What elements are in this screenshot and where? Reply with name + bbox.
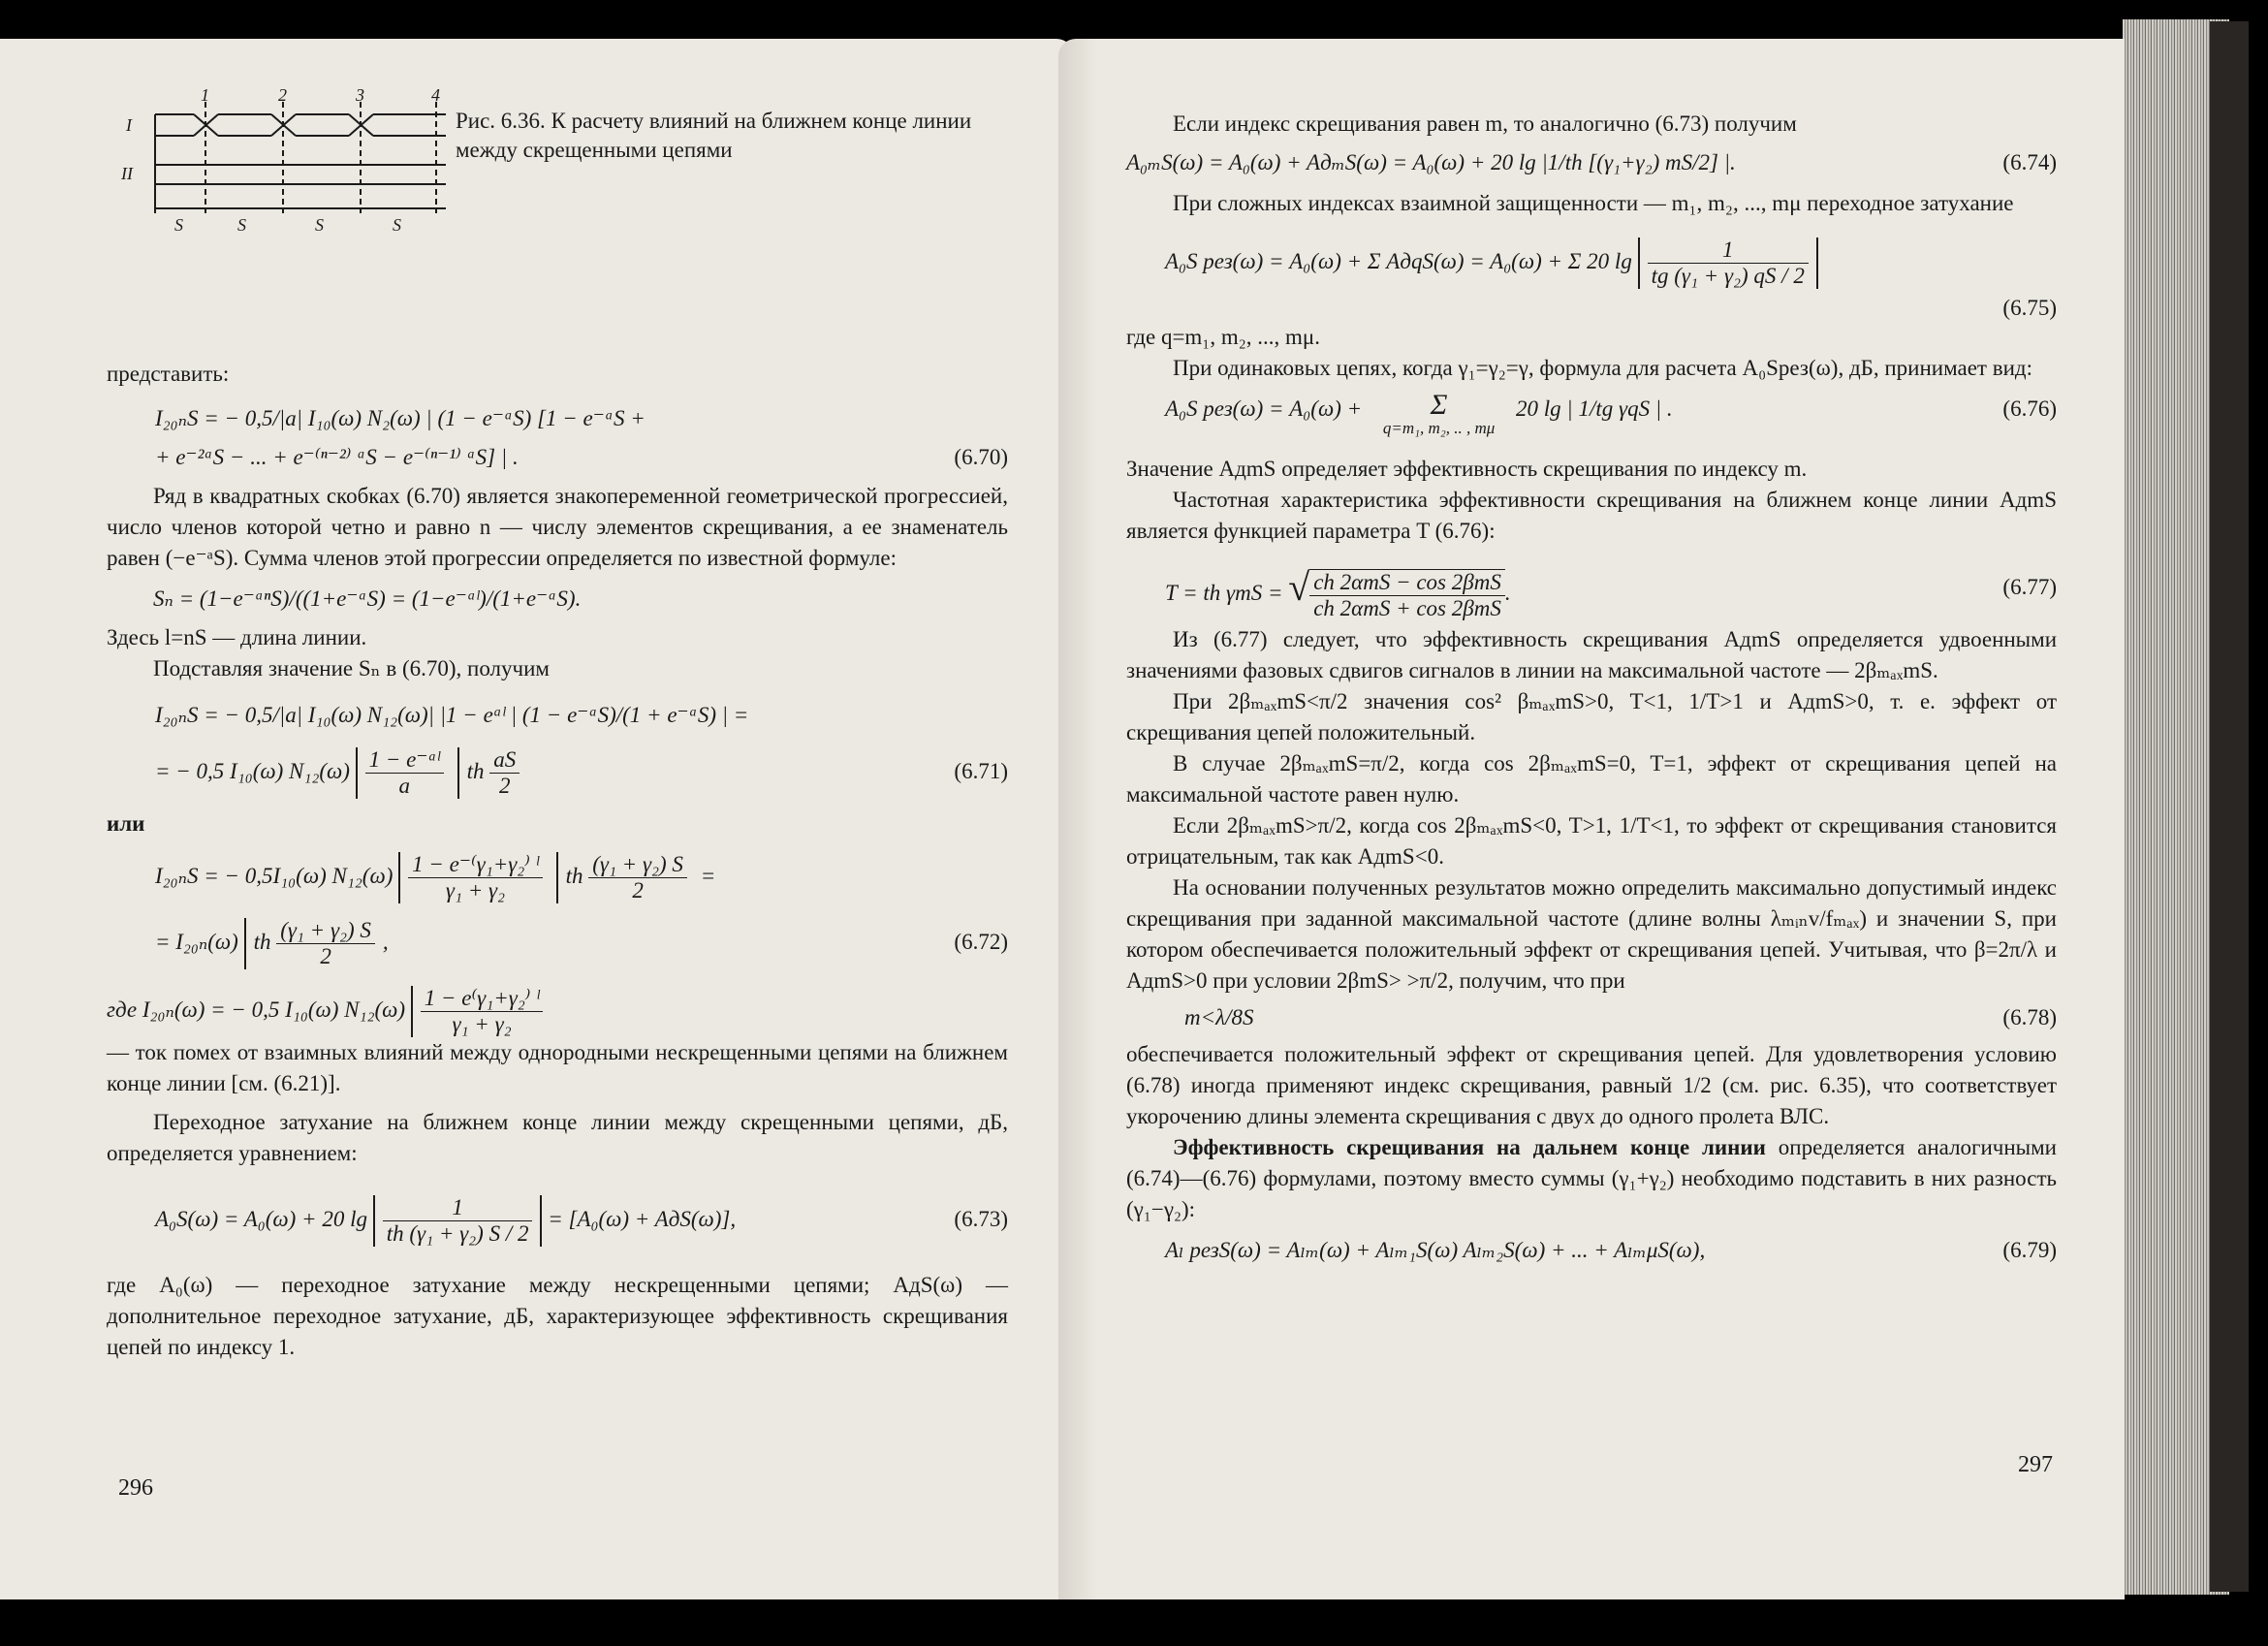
- eq-6-71-line2: = − 0,5 I₁₀(ω) N₁₂(ω): [155, 759, 350, 783]
- eq-6-71-th: th: [466, 759, 485, 783]
- fig-row-I: I: [126, 115, 132, 135]
- eq-6-73-number: (6.73): [954, 1207, 1008, 1231]
- where-current-formula: где I₂₀ₙ(ω) = − 0,5 I₁₀(ω) N₁₂(ω): [107, 997, 406, 1022]
- paragraph-substituting: Подставляя значение Sₙ в (6.70), получим: [153, 656, 550, 681]
- eq-6-79: Aₗ резS(ω) = Aₗₘ(ω) + Aₗₘ₁S(ω) Aₗₘ₂S(ω) + ... + AₗₘμS(ω),: [1165, 1238, 1706, 1262]
- paragraph-crosstalk-attenuation: Переходное затухание на ближнем конце линии между скрещенными цепями, дБ, определяется уравнением:: [107, 1110, 1008, 1165]
- page-number-right: 297: [2018, 1452, 2053, 1477]
- figure-6-36: [107, 87, 456, 233]
- left-text-column: представить: I₂₀ₙS = − 0,5/|a| I₁₀(ω) N₂(ω) | (1 − e⁻ᵃS) [1 − e⁻ᵃS + + e⁻²ᵃS − ... + e⁻⁽ⁿ⁻²⁾ ᵃS − e⁻⁽ⁿ⁻¹⁾ ᵃS] | . (6.70) Ряд в квадратных скобках (6.70) является знакопеременной геометрической прогрессией, число членов которой четно и равно n — числу элементов скрещивания, а ее знаменатель равен (−e⁻ᵃS). Сумма членов этой прогрессии определяется по известной формуле: Sₙ = (1−e⁻ᵃⁿS)/((1+e⁻ᵃS) = (1−e⁻ᵃˡ)/(1+e⁻ᵃS). Здесь l=nS — длина линии. Подставляя значение Sₙ в (6.70), получим I₂₀ₙS = − 0,5/|a| I₁₀(ω) N₁₂(ω)| |1 − eᵃˡ | (1 − e⁻ᵃS)/(1 + e⁻ᵃS) | = = − 0,5 I₁₀(ω) N₁₂(ω) $\frac{\text{1 − e⁻ᵃˡ}}{a}$ th $\frac{aS}{2}$ (6.71) или I₂₀ₙS = − 0,5I₁₀(ω) N₁₂(ω) $\frac{\text{1 − e⁻⁽γ₁+γ₂⁾ ˡ}}{\text{γ₁ + γ₂}}$ th $\frac{\text{(γ₁ + γ₂) S}}{2}$ = = I₂₀ₙ(ω) th $\frac{\text{(γ₁ + γ₂) S}}{2}$ , (6.72) где I₂₀ₙ(ω) = − 0,5 I₁₀(ω) N₁₂(ω) $\frac{\text{1 − e⁽γ₁+γ₂⁾ ˡ}}{\text{γ₁ + γ₂}}$ — ток помех от взаимных влияний между однородными нескрещенными цепями на ближнем конце линии [см. (6.21)]. Переходное затухание на ближнем конце линии между скрещенными цепями, дБ, определяется уравнением: A₀S(ω) = A₀(ω) + 20 lg $\frac{1}{\text{th (γ₁ + γ₂) S / 2}}$ = [A₀(ω) + AдS(ω)], (6.73) где A₀(ω) — переходное затухание между нескрещенными цепями; AдS(ω) — дополнительное переходное затухание, дБ, характеризующее эффективность скрещивания цепей по индексу 1.: [107, 359, 1008, 1363]
- paragraph-zero-effect: В случае 2βₘₐₓmS=π/2, когда cos 2βₘₐₓmS=0, T=1, эффект от скрещивания цепей на максимальной частоте равен нулю.: [1126, 751, 2057, 807]
- paragraph-max-index: На основании полученных результатов можно определить максимально допустимый индекс скрещивания при заданной максимальной частоте (длине волны λₘᵢₙv/fₘₐₓ) и значении S, при котором обеспечивается положительный эффект от скрещивания цепей. Учитывая, что β=2π/λ и AдmS>0 при условии 2βmS> >π/2, получим, что при: [1126, 875, 2057, 993]
- paragraph-far-end: определяется аналогичными (6.74)—(6.76) формулами, поэтому вместо суммы (γ₁+γ₂) необходимо подставить в них разность (γ₁−γ₂):: [1126, 1135, 2057, 1221]
- eq-6-72-line2-den: 2: [320, 944, 331, 969]
- word-or: или: [107, 811, 145, 836]
- fig-row-II: II: [121, 164, 133, 183]
- left-page: [0, 39, 1074, 1599]
- eq-6-71-line1: I₂₀ₙS = − 0,5/|a| I₁₀(ω) N₁₂(ω)| |1 − eᵃˡ | (1 − e⁻ᵃS)/(1 + e⁻ᵃS) | =: [155, 703, 749, 727]
- eq-6-73-left: A₀S(ω) = A₀(ω) + 20 lg: [155, 1207, 367, 1231]
- paragraph-follows-677: Из (6.77) следует, что эффективность скрещивания AдmS определяется удвоенными значениями фазовых сдвигов сигналов в линии на максимальной частоте — 2βₘₐₓmS.: [1126, 627, 2057, 682]
- where-frac-den: γ₁ + γ₂: [452, 1012, 512, 1037]
- fig-label-1: 1: [201, 87, 209, 105]
- eq-6-76-number: (6.76): [2002, 396, 2057, 421]
- where-current-text: — ток помех от взаимных влияний между однородными нескрещенными цепями на ближнем конце линии [см. (6.21)].: [107, 1040, 1008, 1095]
- eq-6-72-number: (6.72): [954, 930, 1008, 954]
- paragraph-positive-effect: При 2βₘₐₓmS<π/2 значения cos² βₘₐₓmS>0, T<1, 1/T>1 и AдmS>0, т. е. эффект от скрещивания цепей положительный.: [1126, 689, 2057, 744]
- page-number-left: 296: [118, 1475, 153, 1501]
- paragraph-where-q: где q=m₁, m₂, ..., mμ.: [1126, 325, 1320, 349]
- fig-seg-1: S: [174, 215, 183, 233]
- eq-6-76-sum: Σ: [1430, 389, 1448, 421]
- eq-6-79-number: (6.79): [2002, 1238, 2057, 1262]
- paragraph-negative-effect: Если 2βₘₐₓmS>π/2, когда cos 2βₘₐₓmS<0, T>1, 1/T<1, то эффект от скрещивания становится отрицательным, так как AдmS<0.: [1126, 813, 2057, 869]
- eq-6-71-th-num: aS: [489, 747, 520, 774]
- eq-6-73-frac-den: th (γ₁ + γ₂) S / 2: [386, 1221, 529, 1247]
- eq-6-72-line2-num: (γ₁ + γ₂) S: [276, 918, 375, 944]
- figure-caption: Рис. 6.36. К расчету влияний на ближнем конце линии между скрещенными цепями: [456, 109, 972, 162]
- right-page: [1058, 39, 2125, 1599]
- paragraph-series: Ряд в квадратных скобках (6.70) является знакопеременной геометрической прогрессией, число членов которой четно и равно n — числу элементов скрещивания, а ее знаменатель равен (−e⁻ᵃS). Сумма членов этой прогрессии определяется по известной формуле:: [107, 484, 1008, 570]
- eq-6-72-frac-den: γ₁ + γ₂: [445, 878, 506, 903]
- eq-6-74-number: (6.74): [2002, 150, 2057, 174]
- fig-label-4: 4: [431, 87, 440, 105]
- paragraph-index-m: Если индекс скрещивания равен m, то аналогично (6.73) получим: [1173, 111, 1797, 136]
- eq-6-72-frac-num: 1 − e⁻⁽γ₁+γ₂⁾ ˡ: [408, 852, 543, 878]
- fig-label-3: 3: [356, 87, 364, 105]
- eq-6-77-number: (6.77): [2002, 575, 2057, 599]
- eq-6-76-right: 20 lg | 1/tg γqS | .: [1516, 396, 1673, 421]
- eq-6-71-number: (6.71): [954, 759, 1008, 783]
- fig-seg-2: S: [237, 215, 246, 233]
- eq-6-78: m<λ/8S: [1184, 1005, 1254, 1029]
- eq-6-71-th-den: 2: [498, 774, 511, 799]
- book-cover: [2210, 21, 2249, 1592]
- eq-6-76-left: A₀S рез(ω) = A₀(ω) +: [1165, 396, 1363, 421]
- fig-label-2: 2: [278, 87, 287, 105]
- eq-6-75-left: A₀S рез(ω) = A₀(ω) + Σ AдqS(ω) = A₀(ω) + Σ 20 lg: [1165, 249, 1632, 273]
- eq-6-78-number: (6.78): [2002, 1005, 2057, 1029]
- eq-6-77-den: ch 2αmS + cos 2βmS: [1313, 595, 1501, 620]
- right-text-column: Если индекс скрещивания равен m, то аналогично (6.73) получим A₀ₘS(ω) = A₀(ω) + AдₘS(ω) = A₀(ω) + 20 lg |1/th [(γ₁+γ₂) mS/2] |. (6.74) При сложных индексах взаимной защищенности — m₁, m₂, ..., mμ переходное затухание A₀S рез(ω) = A₀(ω) + Σ AдqS(ω) = A₀(ω) + Σ 20 lg $\frac{1}{\text{tg (γ₁ + γ₂) qS / 2}}$ (6.75) где q=m₁, m₂, ..., mμ. При одинаковых цепях, когда γ₁=γ₂=γ, формула для расчета A₀Sрез(ω), дБ, принимает вид: A₀S рез(ω) = A₀(ω) + Σ q=m₁, m₂, .. , mμ 20 lg | 1/tg γqS | . (6.76) Значение AдmS определяет эффективность скрещивания по индексу m. Частотная характеристика эффективности скрещивания на ближнем конце линии AдmS является функцией параметра T (6.76): T = th γmS = √ $\frac{\text{ch 2αmS − cos 2βmS}}{\text{ch 2αmS + cos 2βmS}}$ . (6.77) Из (6.77) следует, что эффективность скрещивания AдmS определяется удвоенными значениями фазовых сдвигов сигналов в линии на максимальной частоте — 2βₘₐₓmS. При 2βₘₐₓmS<π/2 значения cos² βₘₐₓmS>0, T<1, 1/T>1 и AдmS>0, т. е. эффект от скрещивания цепей положительный. В случае 2βₘₐₓmS=π/2, когда cos 2βₘₐₓmS=0, T=1, эффект от скрещивания цепей на максимальной частоте равен нулю. Если 2βₘₐₓmS>π/2, когда cos 2βₘₐₓmS<0, T>1, 1/T<1, то эффект от скрещивания становится отрицательным, так как AдmS<0. На основании полученных результатов можно определить максимально допустимый индекс скрещивания при заданной максимальной частоте (длине волны λₘᵢₙv/fₘₐₓ) и значении S, при котором обеспечивается положительный эффект от скрещивания цепей. Учитывая, что β=2π/λ и AдmS>0 при условии 2βmS> >π/2, получим, что при m<λ/8S (6.78) обеспечивается положительный эффект от скрещивания цепей. Для удовлетворения условию (6.78) иногда применяют индекс скрещивания, равный 1/2 (см. рис. 6.35), что соответствует укорочению длины элемента скрещивания с двух до одного пролета ВЛС. Эффективность скрещивания на дальнем конце линии определяется аналогичными (6.74)—(6.76) формулами, поэтому вместо суммы (γ₁+γ₂) необходимо подставить в них разность (γ₁−γ₂): Aₗ резS(ω) = Aₗₘ(ω) + Aₗₘ₁S(ω) Aₗₘ₂S(ω) + ... + AₗₘμS(ω), (6.79): [1126, 109, 2057, 1266]
- paragraph-satisfy-678: обеспечивается положительный эффект от скрещивания цепей. Для удовлетворения условию (6.78) иногда применяют индекс скрещивания, равный 1/2 (см. рис. 6.35), что соответствует укорочению длины элемента скрещивания с двух до одного пролета ВЛС.: [1126, 1042, 2057, 1128]
- eq-6-71-frac-den: a: [398, 774, 410, 799]
- eq-6-75-number: (6.75): [2002, 296, 2057, 320]
- eq-6-73-frac-num: 1: [383, 1195, 533, 1221]
- paragraph-identical-circuits: При одинаковых цепях, когда γ₁=γ₂=γ, формула для расчета A₀Sрез(ω), дБ, принимает вид:: [1173, 356, 2032, 380]
- intro-text: представить:: [107, 362, 230, 386]
- paragraph-value-adms: Значение AдmS определяет эффективность скрещивания по индексу m.: [1126, 457, 1808, 481]
- eq-sn: Sₙ = (1−e⁻ᵃⁿS)/((1+e⁻ᵃS) = (1−e⁻ᵃˡ)/(1+e⁻ᵃS).: [153, 586, 582, 611]
- eq-6-76-sum-index: q=m₁, m₂, .. , mμ: [1382, 419, 1496, 437]
- eq-6-74: A₀ₘS(ω) = A₀(ω) + AдₘS(ω) = A₀(ω) + 20 lg |1/th [(γ₁+γ₂) mS/2] |.: [1126, 150, 1736, 174]
- fig-seg-3: S: [315, 215, 324, 233]
- eq-6-72-line1: I₂₀ₙS = − 0,5I₁₀(ω) N₁₂(ω): [155, 864, 394, 888]
- eq-6-70-line1: I₂₀ₙS = − 0,5/|a| I₁₀(ω) N₂(ω) | (1 − e⁻ᵃS) [1 − e⁻ᵃS +: [155, 406, 646, 430]
- paragraph-here: Здесь l=nS — длина линии.: [107, 625, 367, 649]
- far-end-heading: Эффективность скрещивания на дальнем конце линии: [1173, 1135, 1766, 1159]
- paragraph-definitions: где A₀(ω) — переходное затухание между нескрещенными цепями; AдS(ω) — дополнительное переходное затухание, дБ, характеризующее эффективность скрещивания цепей по индексу 1.: [107, 1273, 1008, 1359]
- eq-6-72-line2: = I₂₀ₙ(ω): [155, 930, 238, 954]
- eq-6-75-frac-den: tg (γ₁ + γ₂) qS / 2: [1651, 264, 1805, 289]
- paragraph-complex-indices: При сложных индексах взаимной защищенности — m₁, m₂, ..., mμ переходное затухание: [1173, 191, 2014, 215]
- paragraph-frequency-response: Частотная характеристика эффективности скрещивания на ближнем конце линии AдmS является функцией параметра T (6.76):: [1126, 488, 2057, 543]
- eq-6-70-line2: + e⁻²ᵃS − ... + e⁻⁽ⁿ⁻²⁾ ᵃS − e⁻⁽ⁿ⁻¹⁾ ᵃS] | .: [155, 445, 519, 469]
- fig-seg-4: S: [393, 215, 401, 233]
- eq-6-72-th-num: (γ₁ + γ₂) S: [588, 852, 687, 878]
- where-frac-num: 1 − e⁽γ₁+γ₂⁾ ˡ: [421, 986, 544, 1012]
- eq-6-77-left: T = th γmS =: [1165, 581, 1283, 605]
- eq-6-71-frac-num: 1 − e⁻ᵃˡ: [365, 747, 444, 774]
- eq-6-77-num: ch 2αmS − cos 2βmS: [1309, 570, 1505, 596]
- eq-6-73-right: = [A₀(ω) + AдS(ω)],: [548, 1207, 737, 1231]
- eq-6-72-th-den: 2: [632, 878, 644, 903]
- eq-6-75-frac-num: 1: [1648, 237, 1809, 264]
- eq-6-70-number: (6.70): [954, 445, 1008, 469]
